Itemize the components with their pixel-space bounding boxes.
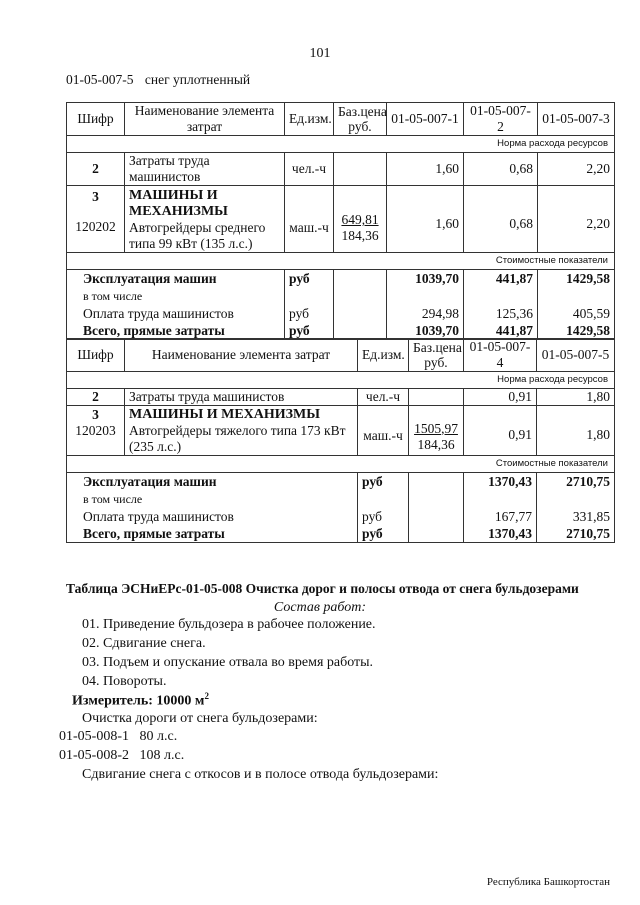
col-header: Ед.изм.: [358, 339, 409, 372]
table-row: 2 Затраты труда машинистов чел.-ч 0,91 1,80: [67, 389, 615, 406]
section-label: Норма расхода ресурсов: [67, 136, 615, 153]
work-composition-heading: Состав работ:: [273, 600, 367, 615]
table-row: в том числе: [67, 491, 615, 508]
table-row: Эксплуатация машин руб 1039,70 441,87 1429,58: [67, 270, 615, 288]
section-label: Стоимостные показатели: [67, 253, 615, 270]
section-label: Норма расхода ресурсов: [67, 372, 615, 389]
subheading-code: 01-05-007-5: [66, 72, 134, 87]
table-row: в том числе: [67, 288, 615, 305]
table-row: Оплата труда машинистов руб 294,98 125,36 405,59: [67, 305, 615, 323]
work-step: 01. Приведение бульдозера в рабочее положение.: [82, 617, 376, 632]
col-header: 01-05-007-1: [387, 103, 464, 136]
list-item: 01-05-008-2 108 л.с.: [59, 748, 185, 763]
intro-text: Очистка дороги от снега бульдозерами:: [82, 711, 318, 726]
section-label: Стоимостные показатели: [67, 456, 615, 473]
table-row: Всего, прямые затраты руб 1039,70 441,87 1429,58: [67, 323, 615, 340]
table-row: 3 120203 МАШИНЫ И МЕХАНИЗМЫ Автогрейдеры тяжелого типа 173 кВт (235 л.с.) маш.-ч 1505,97 184,36 0,91 1,80: [67, 406, 615, 456]
intro-text: Сдвигание снега с откосов и в полосе отвода бульдозерами:: [82, 767, 439, 782]
resource-table-2: [66, 338, 615, 543]
col-header: Наименование элемента затрат: [125, 339, 358, 372]
col-header: 01-05-007-2: [464, 103, 538, 136]
col-header: Баз.цена руб.: [409, 339, 464, 372]
col-header: Баз.цена руб.: [334, 103, 387, 136]
table-row: Оплата труда машинистов руб 167,77 331,85: [67, 508, 615, 526]
table-row: Эксплуатация машин руб 1370,43 2710,75: [67, 473, 615, 491]
table-title: Таблица ЭСНиЕРс-01-05-008 Очистка дорог и полосы отвода от снега бульдозерами: [66, 581, 579, 596]
col-header: Шифр: [67, 103, 125, 136]
resource-table-1: [66, 102, 615, 340]
table-row: 2 Затраты труда машинистов чел.-ч 1,60 0,68 2,20: [67, 153, 615, 186]
work-step: 04. Повороты.: [82, 674, 167, 689]
subheading: [66, 72, 258, 88]
col-header: Наименование элемента затрат: [125, 103, 285, 136]
table-row: 3 120202 МАШИНЫ И МЕХАНИЗМЫ Автогрейдеры среднего типа 99 кВт (135 л.с.) маш.-ч 649,81 184,36 1,60 0,68 2,20: [67, 186, 615, 253]
page-footer: Республика Башкортостан: [486, 876, 610, 888]
col-header: Ед.изм.: [285, 103, 334, 136]
col-header: 01-05-007-4: [464, 339, 537, 372]
col-header: Шифр: [67, 339, 125, 372]
subheading-label: снег уплотненный: [144, 72, 251, 87]
work-step: 03. Подъем и опускание отвала во время работы.: [82, 655, 374, 670]
table-header-row: [67, 339, 615, 372]
page-number: 101: [309, 46, 331, 61]
meter-label: Измеритель: 10000 $м^2$: [72, 691, 209, 709]
work-step: 02. Сдвигание снега.: [82, 636, 206, 651]
col-header: 01-05-007-5: [537, 339, 615, 372]
list-item: 01-05-008-1 80 л.с.: [59, 729, 178, 744]
table-header-row: [67, 103, 615, 136]
table-row: Всего, прямые затраты руб 1370,43 2710,75: [67, 526, 615, 543]
col-header: 01-05-007-3: [538, 103, 615, 136]
